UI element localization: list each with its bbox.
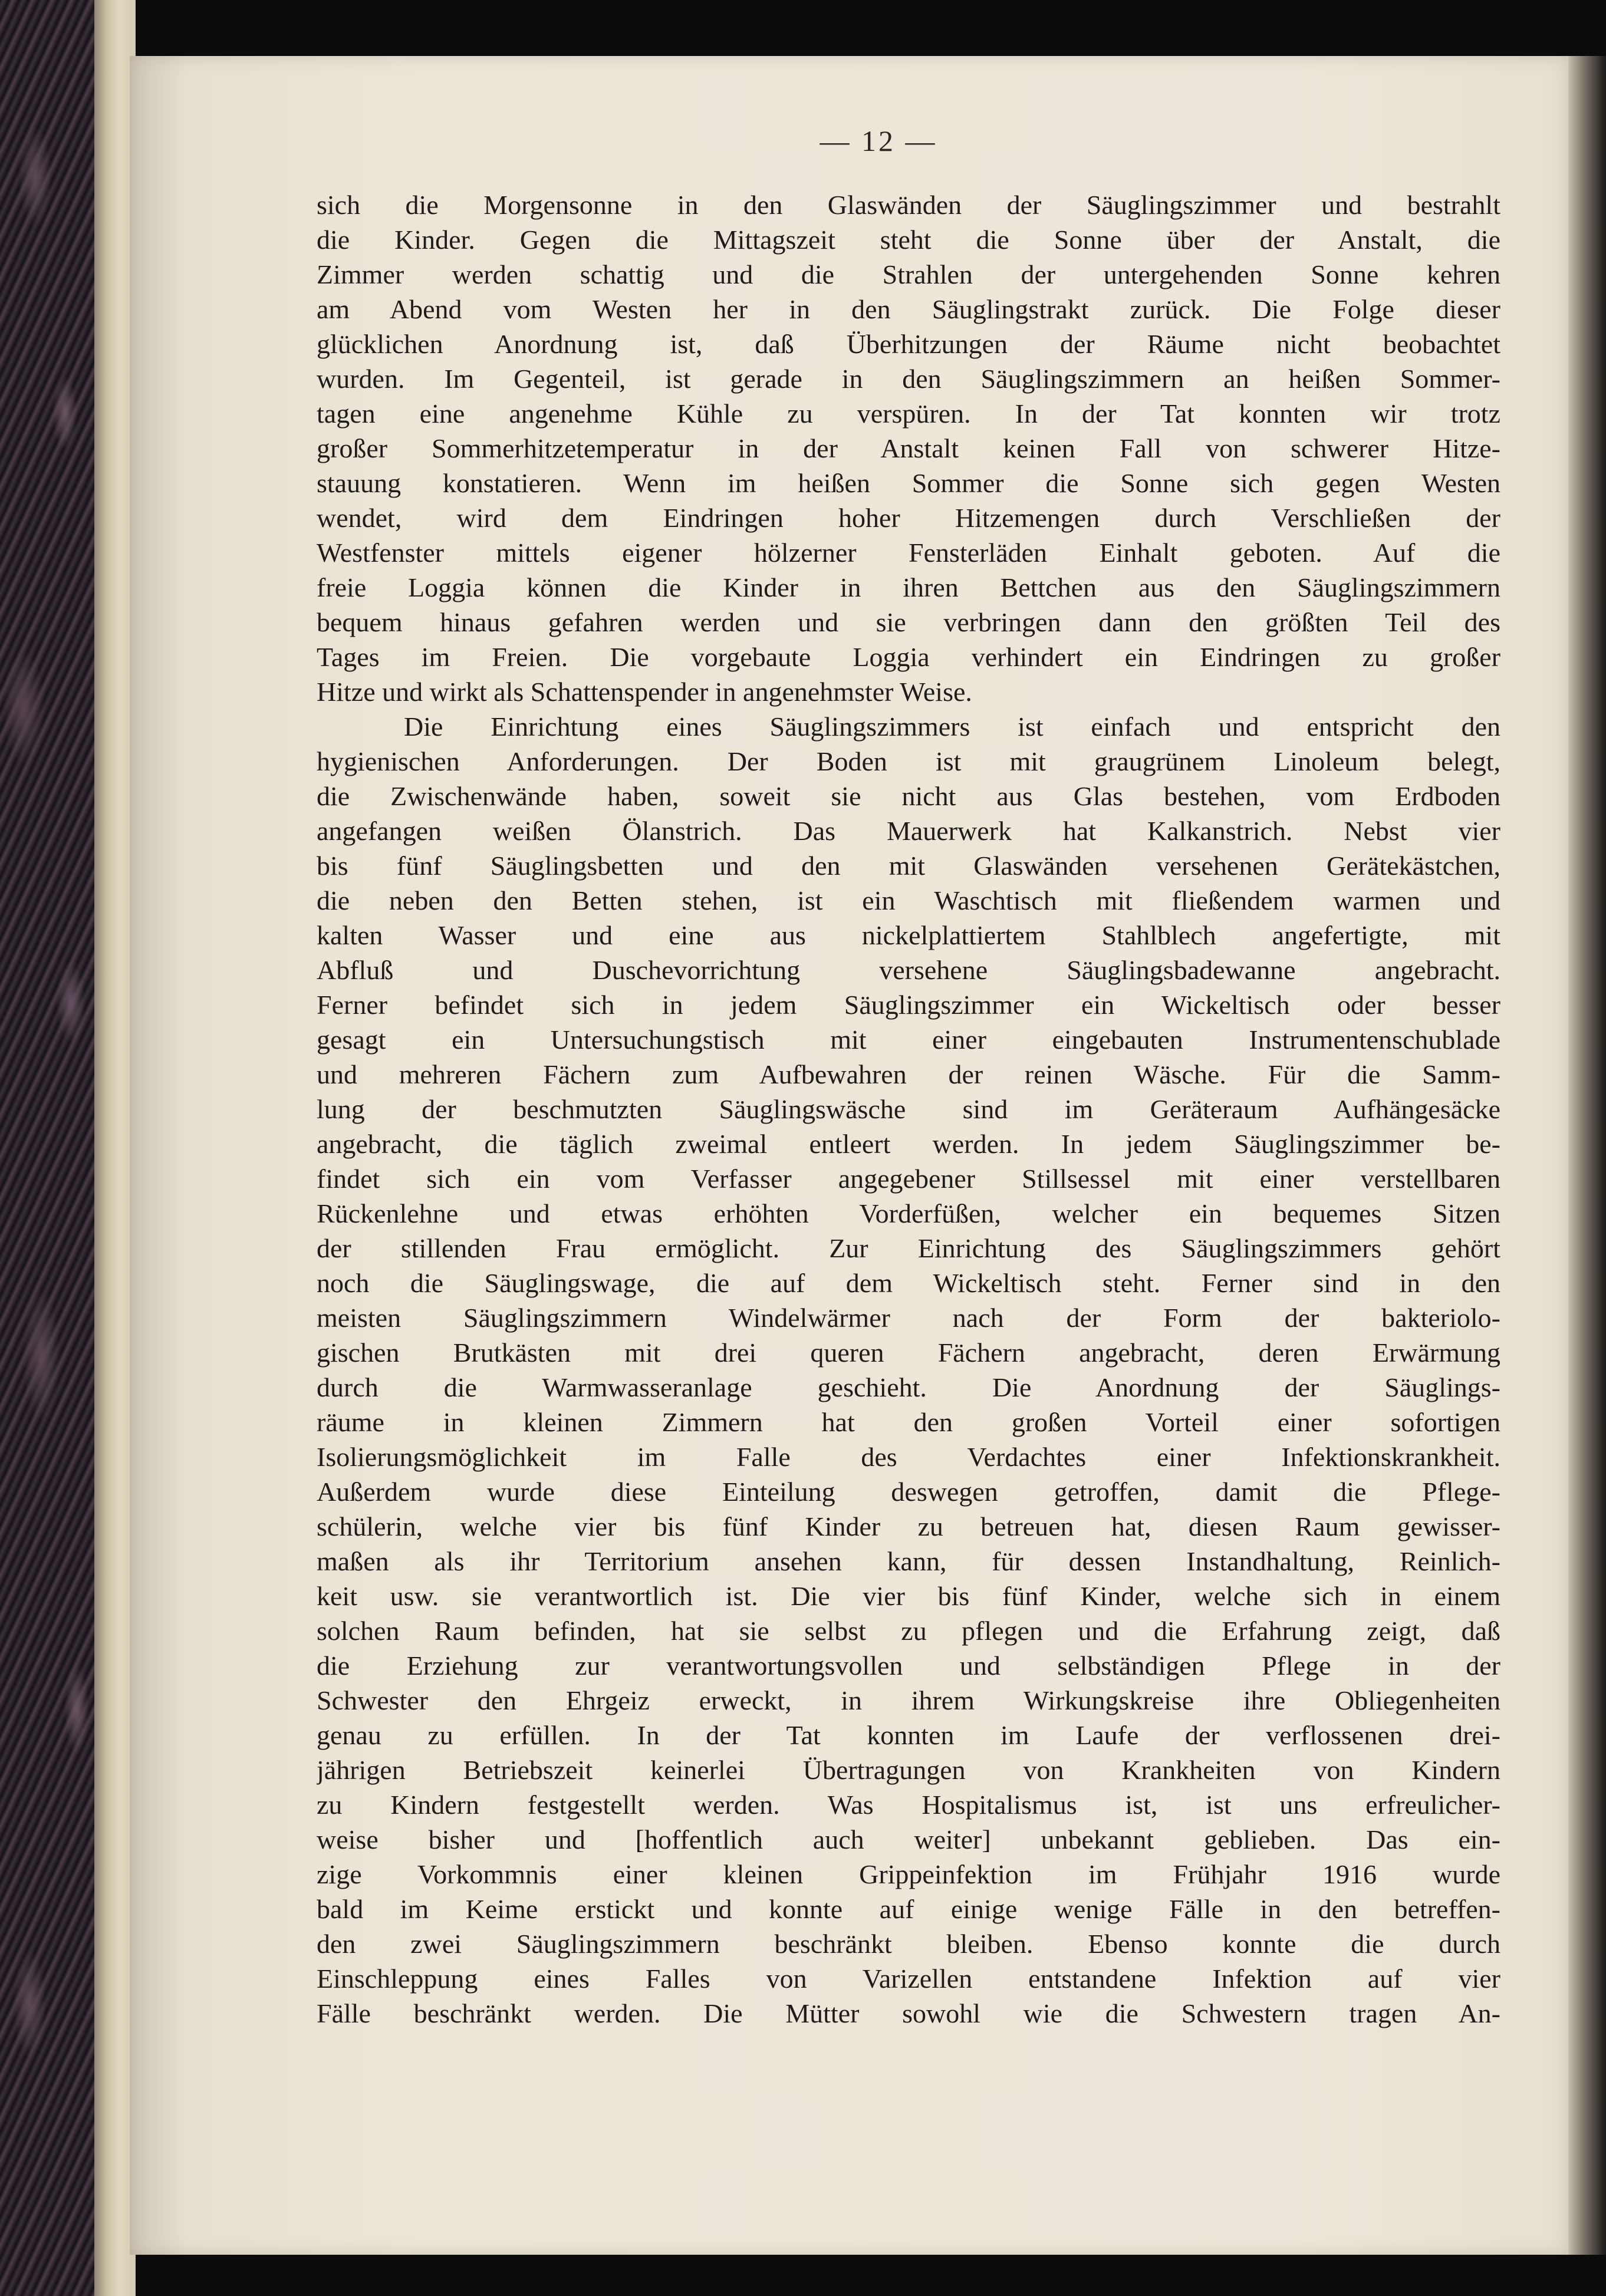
text-line: schülerin, welche vier bis fünf Kinder zu betreuen hat, diesen Raum gewisser- [317,1511,1500,1541]
text-line: hygienischen Anforderungen. Der Boden ist mit graugrünem Linoleum belegt, [317,746,1500,776]
text-line: Rückenlehne und etwas erhöhten Vorderfüßen, welcher ein bequemes Sitzen [317,1198,1500,1228]
text-line: tagen eine angenehme Kühle zu verspüren. In der Tat konnten wir trotz [317,398,1500,429]
text-line: weise bisher und [hoffentlich auch weiter] unbekannt geblieben. Das ein- [317,1824,1500,1854]
text-line: räume in kleinen Zimmern hat den großen Vorteil einer sofortigen [317,1407,1500,1437]
text-line: Ferner befindet sich in jedem Säuglingszimmer ein Wickeltisch oder besser [317,990,1500,1020]
text-line: solchen Raum befinden, hat sie selbst zu pflegen und die Erfahrung zeigt, daß [317,1616,1500,1646]
text-line: der stillenden Frau ermöglicht. Zur Einrichtung des Säuglingszimmers gehört [317,1233,1500,1263]
text-line: und mehreren Fächern zum Aufbewahren der reinen Wäsche. Für die Samm- [317,1059,1500,1089]
text-line: meisten Säuglingszimmern Windelwärmer nach der Form der bakteriolo- [317,1303,1500,1333]
text-line: Hitze und wirkt als Schattenspender in angenehmster Weise. [317,677,972,707]
text-line: die Erziehung zur verantwortungsvollen und selbständigen Pflege in der [317,1651,1500,1681]
text-line: die neben den Betten stehen, ist ein Waschtisch mit fließendem warmen und [317,885,1500,915]
text-line: lung der beschmutzten Säuglingswäsche sind im Geräteraum Aufhängesäcke [317,1094,1500,1124]
text-line: bequem hinaus gefahren werden und sie verbringen dann den größten Teil des [317,607,1500,637]
text-line: Außerdem wurde diese Einteilung deswegen getroffen, damit die Pflege- [317,1477,1500,1507]
text-line: glücklichen Anordnung ist, daß Überhitzungen der Räume nicht beobachtet [317,329,1500,359]
marbled-binding-edge [0,0,103,2296]
text-line: angebracht, die täglich zweimal entleert werden. In jedem Säuglingszimmer be- [317,1129,1500,1159]
text-line: Tages im Freien. Die vorgebaute Loggia verhindert ein Eindringen zu großer [317,642,1500,672]
text-line: kalten Wasser und eine aus nickelplattiertem Stahlblech angefertigte, mit [317,920,1500,950]
text-line: wendet, wird dem Eindringen hoher Hitzemengen durch Verschließen der [317,503,1500,533]
text-line: jährigen Betriebszeit keinerlei Übertragungen von Krankheiten von Kindern [317,1755,1500,1785]
text-line: stauung konstatieren. Wenn im heißen Sommer die Sonne sich gegen Westen [317,468,1500,498]
text-line: Westfenster mittels eigener hölzerner Fensterläden Einhalt geboten. Auf die [317,538,1500,568]
text-line: sich die Morgensonne in den Glaswänden der Säuglingszimmer und bestrahlt [317,190,1500,220]
text-line: großer Sommerhitzetemperatur in der Anstalt keinen Fall von schwerer Hitze- [317,433,1500,463]
text-line: zige Vorkommnis einer kleinen Grippeinfektion im Frühjahr 1916 wurde [317,1859,1500,1889]
text-line: am Abend vom Westen her in den Säuglingstrakt zurück. Die Folge dieser [317,294,1500,324]
text-line: bis fünf Säuglingsbetten und den mit Glaswänden versehenen Gerätekästchen, [317,851,1500,881]
text-line: keit usw. sie verantwortlich ist. Die vier bis fünf Kinder, welche sich in einem [317,1581,1500,1611]
text-line: angefangen weißen Ölanstrich. Das Mauerwerk hat Kalkanstrich. Nebst vier [317,816,1500,846]
text-line: findet sich ein vom Verfasser angegebener Stillsessel mit einer verstellbaren [317,1164,1500,1194]
text-line: durch die Warmwasseranlage geschieht. Die Anordnung der Säuglings- [317,1372,1500,1402]
body-text [317,187,1500,2031]
text-line: Einschleppung eines Falles von Varizellen entstandene Infektion auf vier [317,1964,1500,1994]
text-line: die Zwischenwände haben, soweit sie nicht aus Glas bestehen, vom Erdboden [317,781,1500,811]
text-line: Die Einrichtung eines Säuglingszimmers ist einfach und entspricht den [404,711,1500,742]
text-line: maßen als ihr Territorium ansehen kann, für dessen Instandhaltung, Reinlich- [317,1546,1500,1576]
text-line: bald im Keime erstickt und konnte auf einige wenige Fälle in den betreffen- [317,1894,1500,1924]
text-line: genau zu erfüllen. In der Tat konnten im Laufe der verflossenen drei- [317,1720,1500,1750]
text-line: wurden. Im Gegenteil, ist gerade in den Säuglingszimmern an heißen Sommer- [317,364,1500,394]
text-line: Isolierungsmöglichkeit im Falle des Verdachtes einer Infektionskrankheit. [317,1442,1500,1472]
text-line: zu Kindern festgestellt werden. Was Hospitalismus ist, ist uns erfreulicher- [317,1790,1500,1820]
text-line: die Kinder. Gegen die Mittagszeit steht die Sonne über der Anstalt, die [317,225,1500,255]
text-line: freie Loggia können die Kinder in ihren Bettchen aus den Säuglingszimmern [317,572,1500,602]
text-line: noch die Säuglingswage, die auf dem Wickeltisch steht. Ferner sind in den [317,1268,1500,1298]
page-right-edge [1568,56,1606,2255]
text-line: Zimmer werden schattig und die Strahlen der untergehenden Sonne kehren [317,259,1500,289]
text-line: Abfluß und Duschevorrichtung versehene Säuglingsbadewanne angebracht. [317,955,1500,985]
page-number: — 12 — [820,124,937,157]
text-line: den zwei Säuglingszimmern beschränkt bleiben. Ebenso konnte die durch [317,1929,1500,1959]
text-line: gischen Brutkästen mit drei queren Fächern angebracht, deren Erwärmung [317,1338,1500,1368]
text-line: gesagt ein Untersuchungstisch mit einer eingebauten Instrumentenschublade [317,1025,1500,1055]
text-line: Fälle beschränkt werden. Die Mütter sowohl wie die Schwestern tragen An- [317,1998,1500,2028]
text-line: Schwester den Ehrgeiz erweckt, in ihrem Wirkungskreise ihre Obliegenheiten [317,1685,1500,1715]
